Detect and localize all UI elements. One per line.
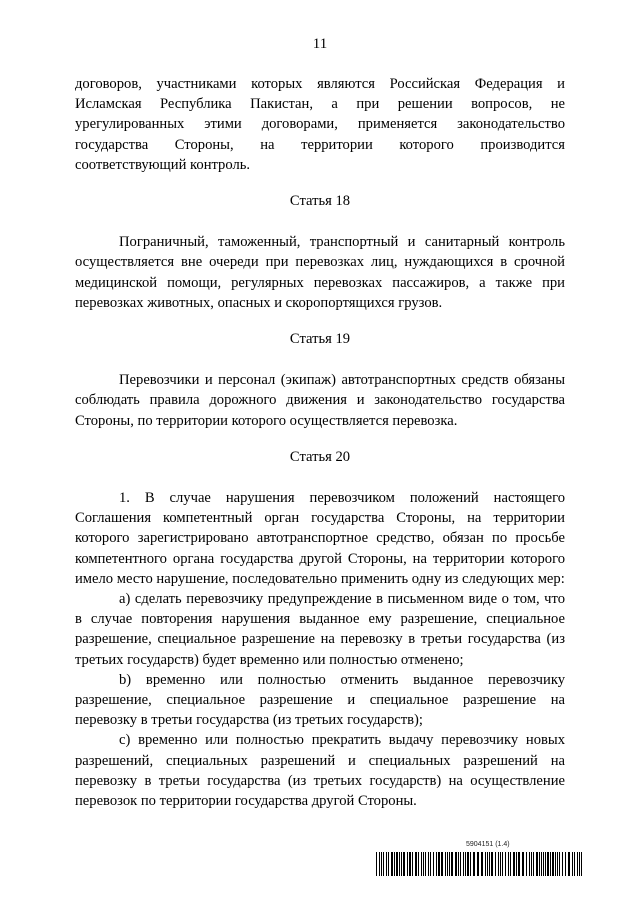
article-18-title: Статья 18	[289, 193, 351, 210]
paragraph-continued: договоров, участниками которых являются Российская Федерация и Исламская Республика Пакистан, а при решении вопросов, не урегулированных этими договорами, применяется законодательство государства Стороны, на территории которого производится соответствующий контроль.	[75, 76, 565, 173]
article-20-title: Статья 20	[289, 448, 351, 465]
article-19-text: Перевозчики и персонал (экипаж) автотранспортных средств обязаны соблюдать правила дорожного движения и законодательство государства Стороны, по территории которого осуществляется перевозка.	[75, 372, 565, 429]
article-20-item-a: a) сделать перевозчику предупреждение в письменном виде о том, что в случае повторения нарушения выданное ему разрешение, специальное разрешение, специальное разрешение на перевозку в третьи государства (из третьих государств) будет временно или полностью отменено;	[75, 591, 565, 668]
barcode	[376, 842, 586, 878]
barcode-caption: 5904151 (1.4)	[466, 841, 510, 848]
article-20-item-b: b) временно или полностью отменить выданное перевозчику разрешение, специальное разрешение и специальное разрешение на перевозку в третьи государства (из третьих государств);	[75, 671, 565, 729]
barcode-bars-icon	[376, 852, 586, 876]
article-18-text: Пограничный, таможенный, транспортный и санитарный контроль осуществляется вне очереди при перевозках лиц, нуждающихся в срочной медицинской помощи, регулярных перевозках пассажиров, а также при перевозках животных, опасных и скоропортящихся грузов.	[75, 234, 565, 311]
page-number: 11	[312, 36, 328, 52]
article-20-item-c: c) временно или полностью прекратить выдачу перевозчику новых разрешений, специальных разрешений и специальных разрешений на перевозку в третьи государства (из третьих государств) на осуществление перевозок по территории государства другой Стороны.	[75, 732, 565, 810]
article-19-title: Статья 19	[289, 331, 351, 348]
document-body	[75, 74, 565, 811]
article-20-point-1: 1. В случае нарушения перевозчиком положений настоящего Соглашения компетентный орган государства Стороны, на территории которого зарегистрировано автотранспортное средство, обязан по просьбе компетентного органа государства другой Стороны, на территории которого имело место нарушение, последовательно применить одну из следующих мер:	[75, 490, 565, 587]
